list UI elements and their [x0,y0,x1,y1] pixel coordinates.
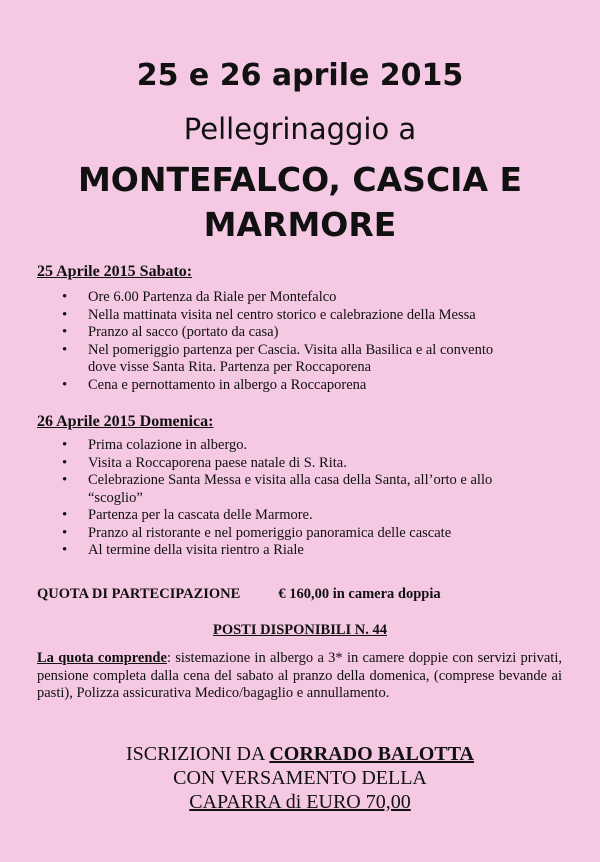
day2-heading: 26 Aprile 2015 Domenica: [37,413,214,430]
registration-line-3: CAPARRA di EURO 70,00 [189,791,411,813]
day2-itinerary [62,437,492,560]
itinerary-item-text: Partenza per la cascata delle Marmore. [88,507,313,523]
price-label: QUOTA DI PARTECIPAZIONE [37,586,241,602]
itinerary-item-text: Ore 6.00 Partenza da Riale per Montefalco [88,289,337,305]
destination-line-1: MONTEFALCO, CASCIA E [77,160,523,199]
registration-line-1 [0,742,600,766]
includes-text: : sistemazione in albergo a 3* in camere doppie con servizi privati, pensione completa dalla cena del sabato al pranzo della domenica, (comprese bevande ai pasti), Polizza assicurativa Medico/bagaglio e annullamento. [37,650,562,701]
day1-heading: 25 Aprile 2015 Sabato: [37,263,193,280]
price-value: € 160,00 in camera doppia [278,586,441,602]
itinerary-item [62,324,493,342]
itinerary-item [62,307,493,325]
itinerary-item-text: Celebrazione Santa Messa e visita alla casa della Santa, all’orto e allo [88,472,493,488]
itinerary-item-text: Prima colazione in albergo. [88,437,248,453]
itinerary-item-text: “scoglio” [88,489,143,506]
registration-line-2: CON VERSAMENTO DELLA [173,767,427,789]
itinerary-item [62,455,492,473]
itinerary-item-text: Al termine della visita rientro a Riale [88,542,304,558]
itinerary-item [62,472,492,507]
itinerary-item [62,525,492,543]
itinerary-item-text: Visita a Roccaporena paese natale di S. Rita. [88,454,347,471]
event-subtitle: Pellegrinaggio a [183,112,417,146]
itinerary-item-text: Pranzo al ristorante e nel pomeriggio panoramica delle cascate [88,524,452,541]
itinerary-item-text: Pranzo al sacco (portato da casa) [88,324,279,340]
destination-line-2: MARMORE [203,205,397,244]
itinerary-item-text: dove visse Santa Rita. Partenza per Roccaporena [88,359,372,375]
organizer-name: CORRADO BALOTTA [269,743,474,765]
itinerary-item [62,377,493,395]
itinerary-item [62,542,492,560]
itinerary-item [62,342,493,377]
available-seats: POSTI DISPONIBILI N. 44 [212,622,388,638]
price-line [37,586,441,603]
itinerary-item-text: Nel pomeriggio partenza per Cascia. Visita alla Basilica e al convento [88,341,494,358]
itinerary-item [62,507,492,525]
event-date: 25 e 26 aprile 2015 [136,58,464,93]
includes-paragraph [37,650,562,703]
registration-prefix: ISCRIZIONI DA [126,743,270,765]
itinerary-item-text: Nella mattinata visita nel centro storico e calebrazione della Messa [88,306,476,323]
day1-itinerary [62,289,493,394]
itinerary-item [62,437,492,455]
itinerary-item [62,289,493,307]
includes-label: La quota comprende [37,650,167,666]
itinerary-item-text: Cena e pernottamento in albergo a Roccaporena [88,376,367,393]
